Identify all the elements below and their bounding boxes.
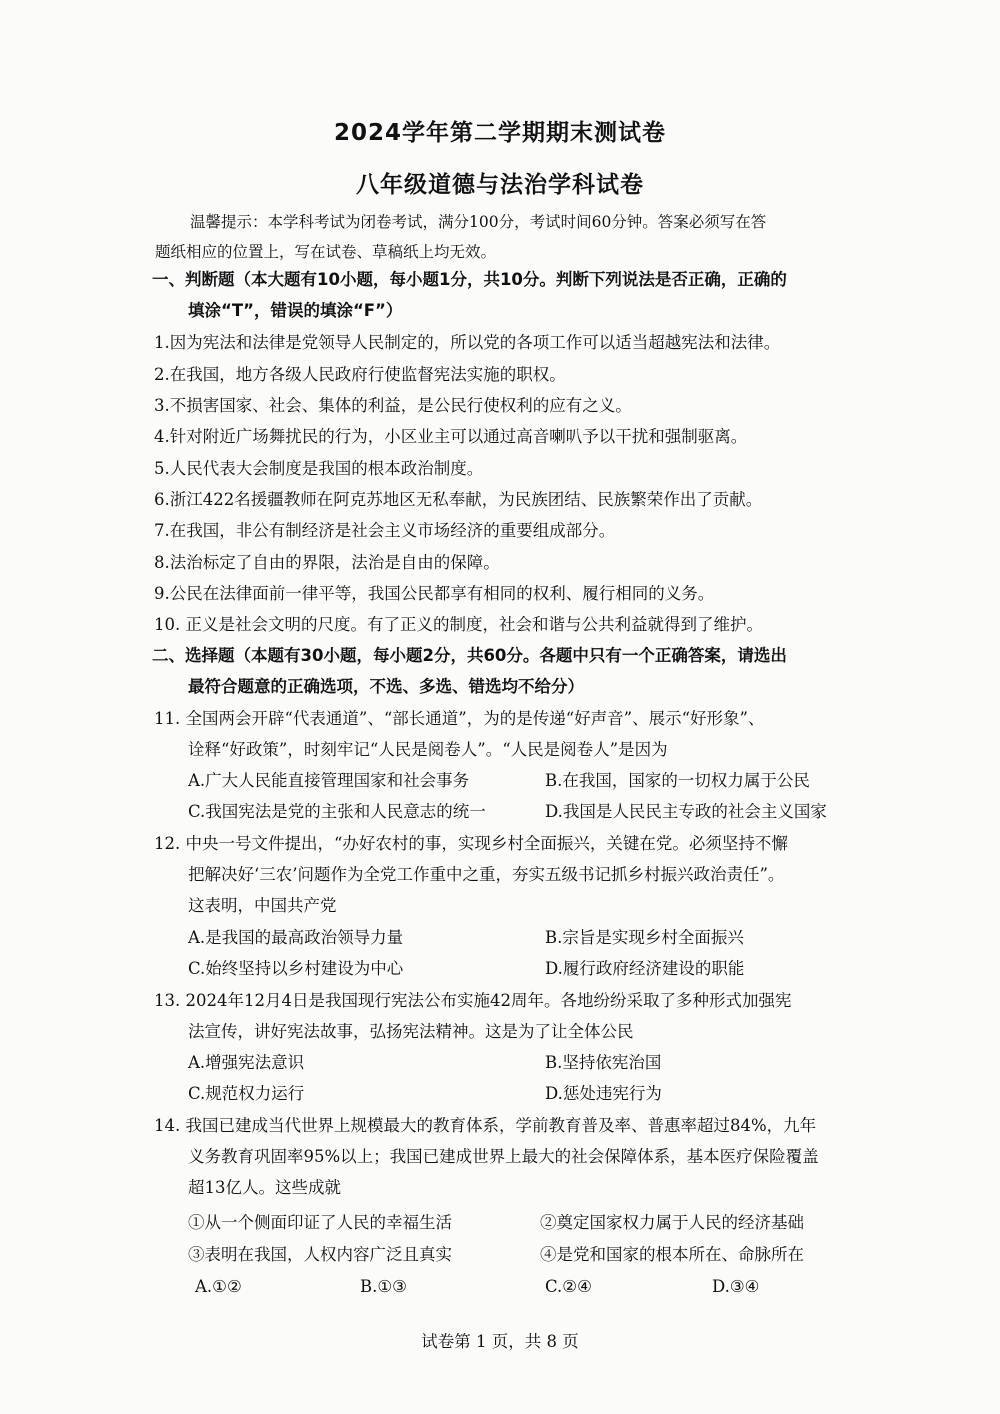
judge-item-7: 7.在我国，非公有制经济是社会主义市场经济的重要组成部分。 [154,521,616,540]
q13-option-c: C.规范权力运行 [188,1084,305,1103]
q14-statement-3: ③表明在我国，人权内容广泛且真实 [188,1245,452,1264]
section2-heading-line1: 二、选择题（本题有30小题，每小题2分，共60分。各题中只有一个正确答案，请选出 [152,646,787,665]
judge-item-10: 10. 正义是社会文明的尺度。有了正义的制度，社会和谐与公共利益就得到了维护。 [154,615,763,634]
q11-option-a: A.广大人民能直接管理国家和社会事务 [188,771,470,790]
q13-stem-line2: 法宣传，讲好宪法故事，弘扬宪法精神。这是为了让全体公民 [188,1022,634,1041]
q14-option-a: A.①② [195,1277,242,1296]
q14-statement-1: ①从一个侧面印证了人民的幸福生活 [188,1213,452,1232]
q14-option-d: D.③④ [712,1277,760,1296]
q14-stem-line3: 超13亿人。这些成就 [188,1178,341,1197]
q14-option-b: B.①③ [360,1277,407,1296]
q13-option-a: A.增强宪法意识 [188,1053,305,1072]
judge-item-6: 6.浙江422名援疆教师在阿克苏地区无私奉献，为民族团结、民族繁荣作出了贡献。 [154,490,763,509]
q14-statement-4: ④是党和国家的根本所在、命脉所在 [540,1245,804,1264]
exam-subtitle: 八年级道德与法治学科试卷 [356,172,644,198]
judge-item-9: 9.公民在法律面前一律平等，我国公民都享有相同的权利、履行相同的义务。 [154,584,715,603]
judge-item-1: 1.因为宪法和法律是党领导人民制定的，所以党的各项工作可以适当超越宪法和法律。 [154,333,781,352]
q13-option-b: B.坚持依宪治国 [545,1053,662,1072]
section1-heading-line1: 一、判断题（本大题有10小题，每小题1分，共10分。判断下列说法是否正确，正确的 [152,270,787,289]
judge-item-3: 3.不损害国家、社会、集体的利益，是公民行使权利的应有之义。 [154,396,632,415]
q11-stem-line2: 诠释“好政策”，时刻牢记“人民是阅卷人”。“人民是阅卷人”是因为 [188,740,668,759]
q14-stem-line2: 义务教育巩固率95%以上；我国已建成世界上最大的社会保障体系，基本医疗保险覆盖 [188,1147,819,1166]
q13-stem-line1: 13. 2024年12月4日是我国现行宪法公布实施42周年。各地纷纷采取了多种形式加强宪 [154,991,792,1010]
q14-statement-2: ②奠定国家权力属于人民的经济基础 [540,1213,804,1232]
q11-option-d: D.我国是人民民主专政的社会主义国家 [545,802,827,821]
q11-stem-line1: 11. 全国两会开辟“代表通道”、“部长通道”，为的是传递“好声音”、展示“好形象”、 [154,709,765,728]
q14-option-c: C.②④ [545,1277,592,1296]
q12-option-d: D.履行政府经济建设的职能 [545,959,745,978]
judge-item-4: 4.针对附近广场舞扰民的行为，小区业主可以通过高音喇叭予以干扰和强制驱离。 [154,427,748,446]
q11-option-b: B.在我国，国家的一切权力属于公民 [545,771,810,790]
section1-heading-line2: 填涂“T”，错误的填涂“F”） [188,301,403,320]
q12-stem-line3: 这表明，中国共产党 [188,896,337,915]
judge-item-5: 5.人民代表大会制度是我国的根本政治制度。 [154,459,484,478]
q12-option-c: C.始终坚持以乡村建设为中心 [188,959,404,978]
q11-option-c: C.我国宪法是党的主张和人民意志的统一 [188,802,486,821]
q12-stem-line2: 把解决好‘三农’问题作为全党工作重中之重，夯实五级书记抓乡村振兴政治责任”。 [188,865,785,884]
q12-option-b: B.宗旨是实现乡村全面振兴 [545,928,744,947]
q12-stem-line1: 12. 中央一号文件提出，“办好农村的事，实现乡村全面振兴，关键在党。必须坚持不懈 [154,834,788,853]
page-footer: 试卷第 1 页，共 8 页 [421,1332,579,1351]
judge-item-8: 8.法治标定了自由的界限，法治是自由的保障。 [154,553,500,572]
notice-line-2: 题纸相应的位置上，写在试卷、草稿纸上均无效。 [155,243,497,261]
notice-line-1: 温馨提示：本学科考试为闭卷考试，满分100分，考试时间60分钟。答案必须写在答 [190,213,767,231]
section2-heading-line2: 最符合题意的正确选项，不选、多选、错选均不给分） [188,677,584,696]
exam-title: 2024学年第二学期期末测试卷 [333,120,666,146]
judge-item-2: 2.在我国，地方各级人民政府行使监督宪法实施的职权。 [154,365,566,384]
q12-option-a: A.是我国的最高政治领导力量 [188,928,404,947]
q13-option-d: D.惩处违宪行为 [545,1084,662,1103]
q14-stem-line1: 14. 我国已建成当代世界上规模最大的教育体系，学前教育普及率、普惠率超过84%，九年 [154,1116,817,1135]
